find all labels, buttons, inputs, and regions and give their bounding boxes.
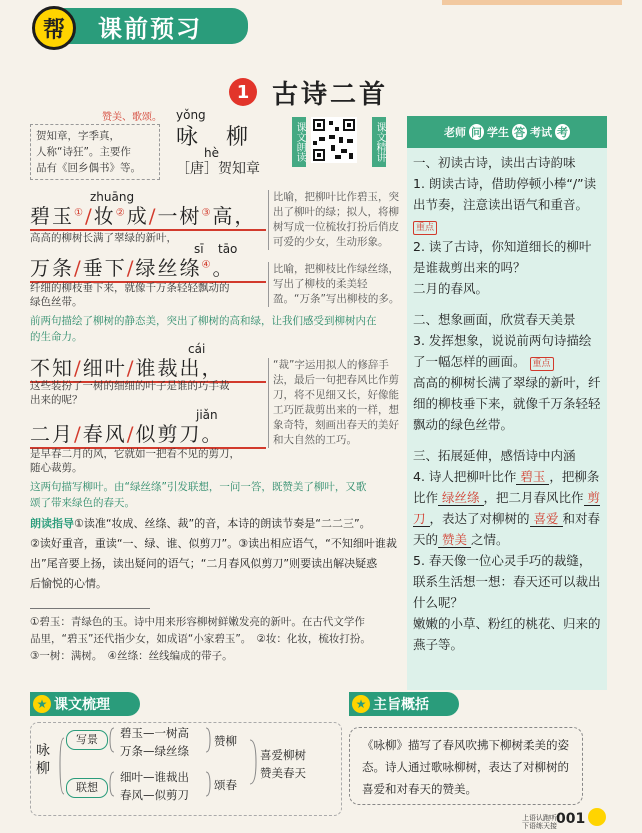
author-box [30, 124, 160, 180]
question-text: 和对春天的 [413, 511, 601, 547]
lesson-title: 古诗二首 [272, 80, 389, 110]
reading-guide-text: 后愉悦的心情。 [30, 577, 107, 590]
line2-translation-1: 纤细的柳枝垂下来，就像千万条轻轻飘动的 [30, 282, 230, 294]
footnote-text: ③一树：满树。 ④丝绦：丝线编成的带子。 [30, 650, 233, 662]
page-badge-icon [588, 808, 606, 826]
footnote-mark: ① [74, 207, 85, 219]
poem-text: 。 [212, 256, 235, 280]
question-text: 4. 诗人把柳叶比作 [413, 469, 517, 484]
poem-text: 细叶 [82, 356, 127, 380]
answer-blank: 绿丝绦 [438, 490, 484, 506]
ask-icon: 问 [471, 126, 482, 139]
outline-item: 细叶—谁裁出 [120, 770, 189, 784]
outline-title: 课文梳理 [54, 697, 110, 713]
author-text: 贺知章，字季真， [36, 130, 120, 142]
outline-group-2: 联想 [66, 778, 108, 798]
line2-pinyin-1: sī [194, 242, 204, 256]
question-text: ，把二月春风比作 [483, 490, 584, 505]
poem-text: 妆 [93, 204, 116, 228]
outline-item: 碧玉—一树高 [120, 726, 189, 740]
question-text: ，把柳条比作 [413, 469, 600, 505]
poem-text: 万条 [30, 256, 74, 280]
reading-guide-text: ②读好重音，重读“一、绿、谁、似剪刀”。③读出相应语气，“不知细叶谁裁 [30, 537, 397, 550]
footnote-mark: ② [115, 207, 127, 219]
analysis-note-3: 这两句描写柳叶。由“绿丝绦”引发联想，一问一答，既赞美了柳叶，又歌 [30, 481, 367, 493]
footer-text: 上语认跑听 [522, 814, 557, 822]
outline-root: 咏柳 [36, 743, 50, 777]
author-pinyin: hè [204, 146, 219, 160]
annotation-note: 赞美、歌颂。 [102, 112, 162, 123]
header-text: 考试 [530, 126, 552, 139]
question-text: 之情。 [471, 532, 509, 547]
poem-line-1: 碧玉①/妆②成/一树③高， [30, 200, 266, 231]
poem-line-4: 二月/春风/似剪刀。 [30, 418, 266, 449]
qa-content [413, 152, 603, 655]
poem-line-2: 万条/垂下/绿丝绦④。 [30, 252, 266, 283]
poem-text: 一树 [157, 204, 202, 228]
footer-note [522, 814, 557, 830]
header-text: 学生 [487, 126, 509, 139]
exam-icon: 考 [557, 126, 568, 139]
poem-text: 高， [212, 204, 257, 228]
line2-translation-2: 绿色丝带。 [30, 296, 83, 308]
reading-guide-text: 出”尾音要上扬，读出疑问的语气；“二月春风似剪刀”则要读出解决疑惑 [30, 557, 378, 570]
poem-text: 成 [126, 204, 149, 228]
footnotes [30, 614, 400, 665]
reading-guide [30, 514, 400, 594]
footnote-mark: ③ [201, 207, 213, 219]
answer-blank: 喜爱 [530, 511, 563, 527]
line1-side-note: 比喻，把柳叶比作碧玉，突出了柳叶的绿；拟人，将柳树写成一位梳妆打扮后俏皮可爱的少女，生动形象。 [268, 190, 403, 250]
poem-line-3: 不知/细叶/谁裁出， [30, 352, 266, 383]
poem-text: 碧玉 [30, 204, 74, 228]
line3-translation-2: 出来的呢？ [30, 394, 83, 406]
header-text: 老师 [444, 126, 466, 139]
qa-section-2: 二、想象画面，欣赏春天美景 [413, 312, 576, 327]
line1-translation: 高高的柳树长满了翠绿的新叶， [30, 232, 177, 244]
footer-text: 下语练天接 [522, 822, 557, 830]
qr-icon [311, 117, 357, 163]
qa-panel-header [407, 116, 607, 148]
answer-3: 高高的柳树长满了翠绿的新叶，纤细的柳枝垂下来，就像千万条轻轻飘动的绿色丝带。 [413, 375, 601, 432]
analysis-note-2: 的生命力。 [30, 331, 83, 343]
qr-tag-left: 课文朗读 [292, 117, 306, 167]
answer-icon: 答 [514, 126, 525, 139]
line4-pinyin: jiǎn [196, 408, 218, 422]
poem-title-a: 咏 [176, 125, 199, 150]
poem-text: 二月 [30, 422, 74, 446]
lesson-number: 1 [229, 78, 257, 106]
banner-text: 课前预习 [98, 14, 202, 43]
poem-text: 谁裁出， [135, 356, 224, 380]
poem-text: 似剪刀。 [135, 422, 224, 446]
footnote-mark: ④ [201, 259, 213, 271]
qr-code[interactable] [311, 117, 357, 163]
outline-item: 春风—似剪刀 [120, 788, 189, 802]
top-decor-strip [442, 0, 622, 5]
star-icon: ★ [33, 695, 51, 713]
outline-result [260, 746, 306, 782]
question-2: 2. 读了古诗，你知道细长的柳叶是谁裁剪出来的吗？ [413, 239, 592, 275]
outline-item: 万条—绿丝绦 [120, 744, 189, 758]
analysis-note-4: 颂了带来绿色的春天。 [30, 497, 135, 509]
question-3 [413, 330, 603, 372]
title-pinyin: yǒng [176, 108, 206, 122]
question-text: ，表达了对柳树的 [429, 511, 530, 526]
poem-text: 垂下 [82, 256, 127, 280]
line2-side-note: 比喻，把柳枝比作绿丝绦，写出了柳枝的柔美轻盈。“万条”写出柳枝的多。 [268, 262, 403, 307]
line4-translation-2: 随心裁剪。 [30, 462, 83, 474]
footnote-divider [30, 608, 150, 609]
reading-guide-text: ①读准“妆成、丝绦、裁”的音，本诗的朗读节奏是“二二三”。 [74, 517, 371, 530]
line1-pinyin: zhuāng [90, 190, 135, 204]
section-banner [58, 8, 248, 44]
answer-blank: 碧玉 [516, 469, 549, 485]
poem-author: ［唐］贺知章 [176, 161, 260, 177]
footnote-text: ①碧玉：青绿色的玉。诗中用来形容柳树鲜嫩发亮的新叶。在古代文学作 [30, 616, 365, 628]
summary-box: 《咏柳》描写了春风吹拂下柳树柔美的姿态。诗人通过歌咏柳树，表达了对柳树的喜爱和对春天的赞美。 [349, 727, 583, 805]
key-point-badge: 重点 [530, 357, 554, 371]
outline-conclusion-2: 颂春 [214, 778, 237, 792]
line3-pinyin: cái [188, 342, 206, 356]
star-icon: ★ [352, 695, 370, 713]
poem-text: 不知 [30, 356, 74, 380]
answer-blank: 赞美 [438, 532, 471, 548]
line4-translation-1: 是早春二月的风，它就如一把看不见的剪刀， [30, 448, 240, 460]
question-4 [413, 466, 603, 550]
help-badge: 帮 [32, 6, 76, 50]
answer-5: 嫩嫩的小草、粉红的桃花、归来的燕子等。 [413, 616, 601, 652]
outline-conclusion-1: 赞柳 [214, 734, 237, 748]
answer-blank: 剪刀 [413, 490, 601, 526]
outline-result-text: 赞美春天 [260, 766, 306, 780]
answer-2: 二月的春风。 [413, 281, 489, 296]
line2-pinyin-2: tāo [218, 242, 238, 256]
question-1 [413, 173, 603, 236]
line3-side-note: “裁”字运用拟人的修辞手法，最后一句把春风比作剪刀，将不见细又长，好像能工巧匠裁剪出来的一样，想象奇特，刻画出春天的美好和大自然的工巧。 [268, 358, 403, 448]
qa-section-1: 一、初读古诗，读出古诗韵味 [413, 155, 576, 170]
qa-section-3: 三、拓展延伸，感悟诗中内涵 [413, 448, 576, 463]
question-text: 1. 朗读古诗，借助停顿小棒“/”读出节奏，注意读出语气和重音。 [413, 176, 597, 212]
qr-tag-right: 课文精讲 [372, 117, 386, 167]
analysis-note-1: 前两句描绘了柳树的静态美，突出了柳树的高和绿，让我们感受到柳树内在 [30, 315, 377, 327]
question-text: 3. 发挥想象，说说前两句诗描绘了一幅怎样的画面。 [413, 333, 592, 369]
summary-title: 主旨概括 [373, 697, 429, 713]
poem-title-b: 柳 [226, 125, 249, 150]
outline-brackets [50, 724, 260, 814]
key-point-badge: 重点 [413, 221, 437, 235]
author-text: 人称“诗狂”。主要作 [36, 146, 131, 158]
poem-text: 春风 [82, 422, 127, 446]
footnote-text: 品里，“碧玉”还代指少女，如成语“小家碧玉”。 ②妆：化妆，梳妆打扮。 [30, 633, 371, 645]
outline-group-1: 写景 [66, 730, 108, 750]
outline-result-text: 喜爱柳树 [260, 748, 306, 762]
question-5: 5. 春天像一位心灵手巧的裁缝，联系生活想一想：春天还可以裁出什么呢？ [413, 553, 601, 610]
poem-text: 绿丝绦 [135, 256, 202, 280]
line3-translation-1: 这些装扮了一树的细细的叶子是谁的巧手裁 [30, 380, 230, 392]
page-number: 001 [556, 811, 586, 827]
author-text: 品有《回乡偶书》等。 [36, 162, 141, 174]
reading-guide-label: 朗读指导 [30, 517, 74, 530]
